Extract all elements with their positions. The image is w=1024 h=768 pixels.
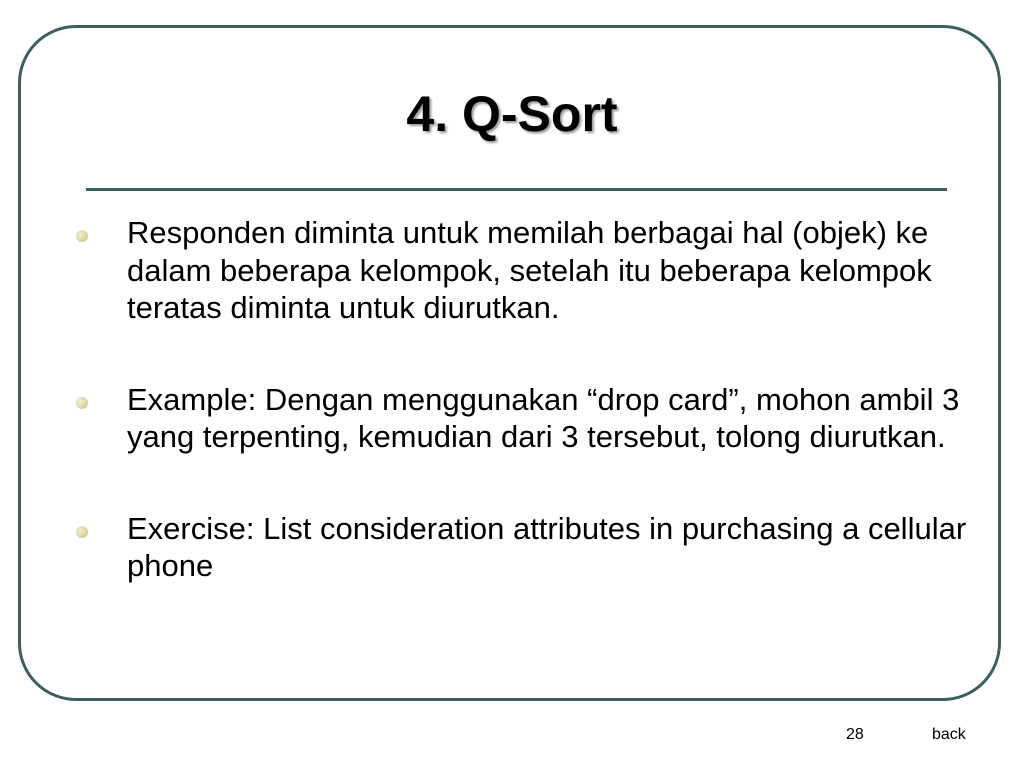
bullet-dot-icon xyxy=(76,230,88,242)
title-divider xyxy=(86,188,947,191)
page-number: 28 xyxy=(846,726,864,743)
bullet-text: Exercise: List consideration attributes in purchasing a cellular phone xyxy=(127,510,967,583)
bullet-dot-icon xyxy=(76,397,88,409)
bullet-text: Responden diminta untuk memilah berbagai hal (objek) ke dalam beberapa kelompok, setelah itu beberapa kelompok teratas diminta untuk diurutkan. xyxy=(127,215,932,325)
bullet-item xyxy=(76,214,986,327)
bullet-item xyxy=(76,510,986,585)
bullet-item xyxy=(76,381,986,456)
bullet-list xyxy=(76,214,986,585)
back-link[interactable]: back xyxy=(932,726,966,743)
slide-title: 4. Q-Sort xyxy=(406,86,618,142)
bullet-dot-icon xyxy=(76,526,88,538)
bullet-text: Example: Dengan menggunakan “drop card”, mohon ambil 3 yang terpenting, kemudian dari 3 tersebut, tolong diurutkan. xyxy=(127,381,960,454)
